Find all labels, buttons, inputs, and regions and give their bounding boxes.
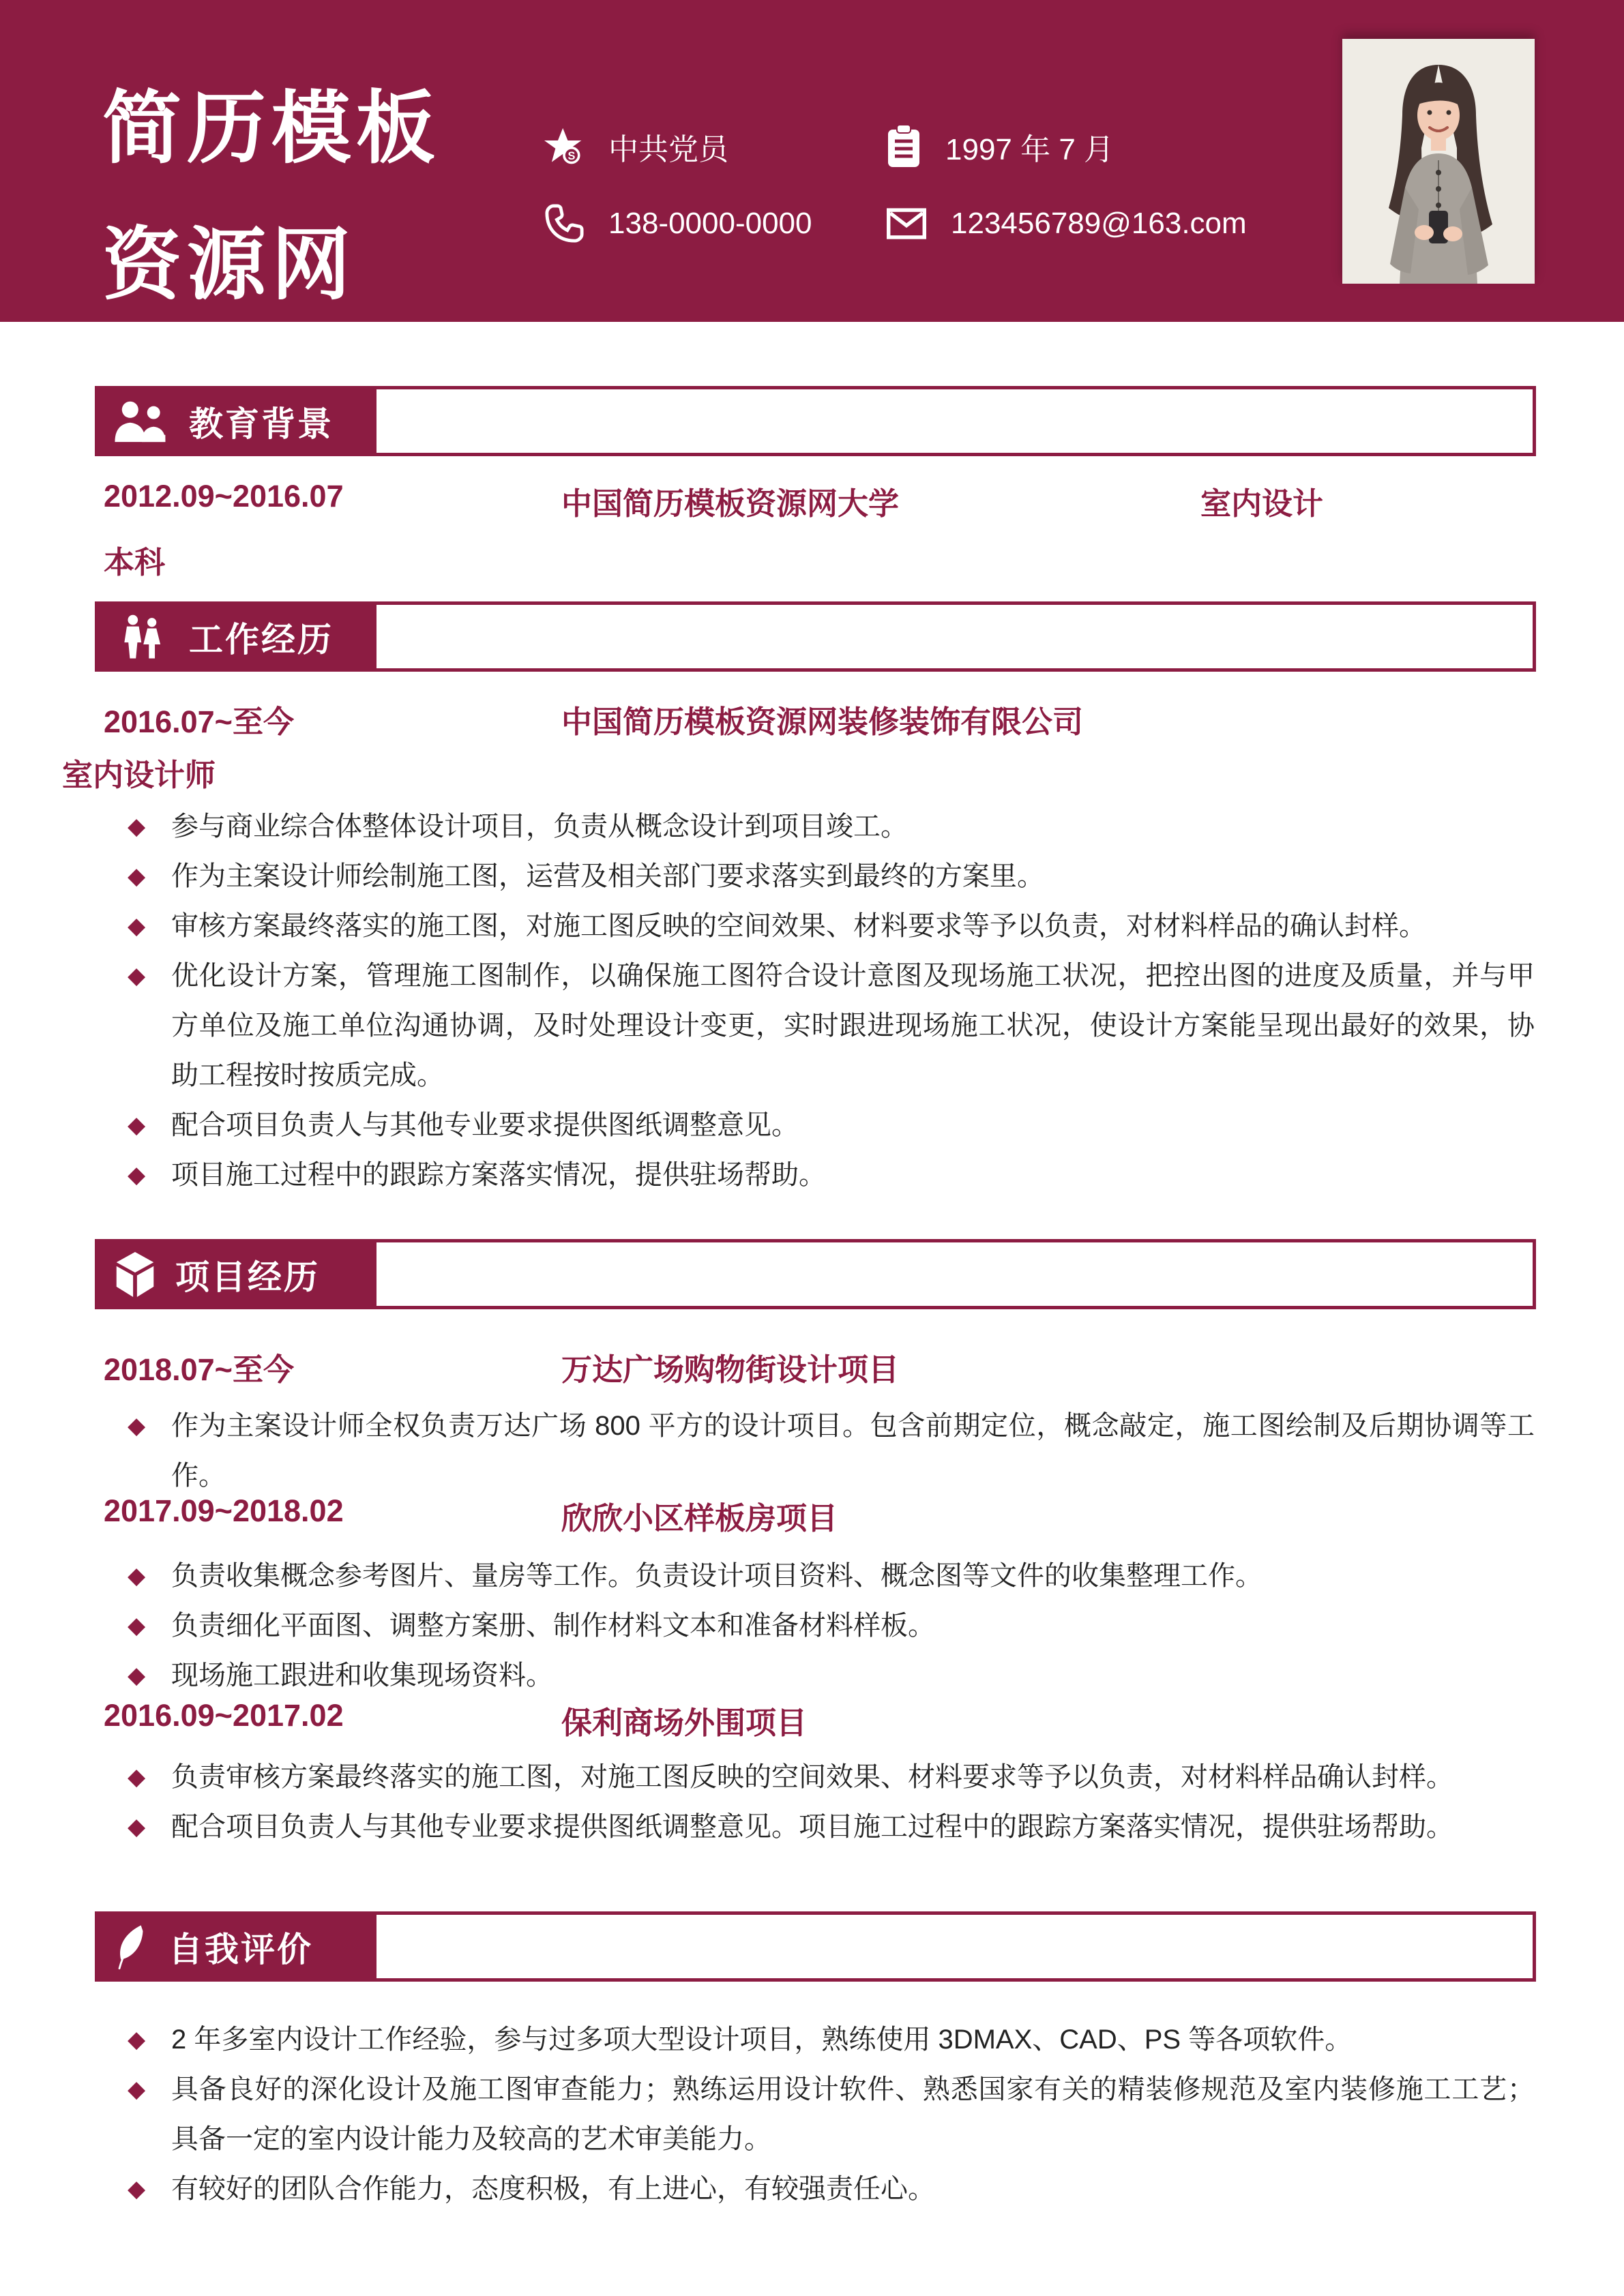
diamond-bullet-icon: ◆ <box>128 1663 146 1688</box>
contact-phone <box>544 195 812 252</box>
list-item <box>126 1802 1535 1852</box>
diamond-bullet-icon: ◆ <box>128 963 146 989</box>
project-entry-row <box>0 1345 1624 1386</box>
self-evaluation-header-bar <box>95 1911 1536 1982</box>
phone-label: 138-0000-0000 <box>608 207 812 240</box>
work-period: 2016.07~至今 <box>104 704 294 739</box>
project-period: 2017.09~2018.02 <box>104 1493 344 1528</box>
education-header-fill <box>95 386 373 456</box>
leaf-icon <box>113 1924 151 1969</box>
project-bullet-list <box>126 1753 1535 1852</box>
contact-birth <box>887 118 1114 175</box>
self-evaluation-header-fill <box>95 1911 373 1982</box>
phone-icon <box>544 201 584 246</box>
project-bullet-text: 负责审核方案最终落实的施工图，对施工图反映的空间效果、材料要求等予以负责，对材料样品确认封样。 <box>171 1762 1453 1792</box>
diamond-bullet-icon: ◆ <box>128 1814 146 1840</box>
project-name: 万达广场购物街设计项目 <box>561 1352 900 1387</box>
title-line2: 资源网 <box>102 220 356 309</box>
project-bullet-list <box>126 1401 1535 1501</box>
work-bullet-text: 作为主案设计师绘制施工图，运营及相关部门要求落实到最终的方案里。 <box>171 861 1044 891</box>
work-bullet-text: 审核方案最终落实的施工图，对施工图反映的空间效果、材料要求等予以负责，对材料样品的确认封样。 <box>171 911 1426 941</box>
education-entry-row <box>0 479 1624 520</box>
diamond-bullet-icon: ◆ <box>128 913 146 939</box>
education-title: 教育背景 <box>189 404 334 443</box>
family-icon <box>113 614 171 659</box>
work-bullet-text: 参与商业综合体整体设计项目，负责从概念设计到项目竣工。 <box>171 811 908 841</box>
work-entry-row <box>0 697 1624 738</box>
diamond-bullet-icon: ◆ <box>128 1613 146 1639</box>
contact-party <box>544 118 728 175</box>
list-item <box>126 1101 1535 1150</box>
diamond-bullet-icon: ◆ <box>128 863 146 889</box>
list-item <box>126 1601 1535 1651</box>
diamond-bullet-icon: ◆ <box>128 1563 146 1589</box>
list-item <box>126 1753 1535 1802</box>
diamond-bullet-icon: ◆ <box>128 1764 146 1790</box>
header-bar-extension <box>373 1911 1536 1982</box>
birthdate-clipboard-icon <box>887 124 921 169</box>
work-role: 室内设计师 <box>62 758 216 792</box>
diamond-bullet-icon: ◆ <box>128 1413 146 1439</box>
work-title: 工作经历 <box>189 620 334 659</box>
work-company: 中国简历模板资源网装修装饰有限公司 <box>561 704 1084 739</box>
diamond-bullet-icon: ◆ <box>128 814 146 839</box>
email-envelope-icon <box>887 207 926 241</box>
birth-label: 1997 年 7 月 <box>945 133 1114 166</box>
project-bullet-list <box>126 1551 1535 1701</box>
diamond-bullet-icon: ◆ <box>128 2076 146 2102</box>
self-evaluation-title: 自我评价 <box>168 1930 313 1969</box>
education-header-bar <box>95 386 1536 456</box>
list-item <box>126 2065 1535 2164</box>
self-evaluation-bullet-text: 2 年多室内设计工作经验，参与过多项大型设计项目，熟练使用 3DMAX、CAD、PS 等各项软件。 <box>171 2025 1353 2055</box>
project-name: 欣欣小区样板房项目 <box>561 1501 838 1536</box>
projects-header-fill <box>95 1239 373 1309</box>
project-bullet-text: 负责细化平面图、调整方案册、制作材料文本和准备材料样板。 <box>171 1611 935 1641</box>
work-bullet-text: 配合项目负责人与其他专业要求提供图纸调整意见。 <box>171 1110 799 1140</box>
diamond-bullet-icon: ◆ <box>128 1112 146 1138</box>
list-item <box>126 1551 1535 1601</box>
project-entry-row <box>0 1698 1624 1739</box>
project-bullet-text: 负责收集概念参考图片、量房等工作。负责设计项目资料、概念图等文件的收集整理工作。 <box>171 1561 1263 1591</box>
list-item <box>126 1401 1535 1501</box>
project-bullet-text: 作为主案设计师全权负责万达广场 800 平方的设计项目。包含前期定位，概念敲定，施工图绘制及后期协调等工作。 <box>171 1411 1535 1491</box>
party-label: 中共党员 <box>608 133 728 166</box>
education-period: 2012.09~2016.07 <box>104 479 344 513</box>
work-header-bar <box>95 601 1536 672</box>
diamond-bullet-icon: ◆ <box>128 2176 146 2202</box>
svg-text:S: S <box>567 150 576 163</box>
diamond-bullet-icon: ◆ <box>128 1162 146 1188</box>
profile-photo <box>1342 39 1535 284</box>
education-major: 室内设计 <box>1200 486 1324 521</box>
list-item <box>126 1150 1535 1200</box>
project-bullet-text: 现场施工跟进和收集现场资料。 <box>171 1660 553 1690</box>
education-school: 中国简历模板资源网大学 <box>561 486 900 521</box>
work-header-fill <box>95 601 373 672</box>
profile-photo-illustration <box>1342 39 1535 284</box>
work-bullet-list <box>126 802 1535 1190</box>
project-bullet-text: 配合项目负责人与其他专业要求提供图纸调整意见。项目施工过程中的跟踪方案落实情况，提供驻场帮助。 <box>171 1812 1453 1842</box>
list-item <box>126 2015 1535 2065</box>
projects-header-bar <box>95 1239 1536 1309</box>
list-item <box>126 951 1535 1101</box>
diamond-bullet-icon: ◆ <box>128 2027 146 2053</box>
self-evaluation-bullet-text: 有较好的团队合作能力，态度积极，有上进心，有较强责任心。 <box>171 2174 935 2204</box>
title-line1: 简历模板 <box>102 84 441 173</box>
list-item <box>126 1651 1535 1701</box>
self-evaluation-bullet-text: 具备良好的深化设计及施工图审查能力；熟练运用设计软件、熟悉国家有关的精装修规范及室内装修施工工艺；具备一定的室内设计能力及较高的艺术审美能力。 <box>171 2074 1535 2154</box>
project-period: 2018.07~至今 <box>104 1352 294 1387</box>
party-star-icon <box>544 124 584 169</box>
projects-title: 项目经历 <box>175 1257 320 1296</box>
contact-email <box>887 195 1247 252</box>
header-bar-extension <box>373 386 1536 456</box>
project-name: 保利商场外围项目 <box>561 1705 808 1740</box>
header-banner <box>0 0 1624 322</box>
education-degree: 本科 <box>104 545 166 580</box>
people-icon <box>113 399 171 444</box>
list-item <box>126 901 1535 951</box>
project-period: 2016.09~2017.02 <box>104 1698 344 1733</box>
list-item <box>126 2164 1535 2214</box>
package-box-icon <box>113 1252 158 1297</box>
work-bullet-text: 优化设计方案，管理施工图制作，以确保施工图符合设计意图及现场施工状况，把控出图的进度及质量，并与甲方单位及施工单位沟通协调，及时处理设计变更，实时跟进现场施工状况，使设计方案能呈现出最好的效果，协助工程按时按质完成。 <box>171 961 1535 1090</box>
list-item <box>126 852 1535 901</box>
project-entry-row <box>0 1493 1624 1534</box>
email-label: 123456789@163.com <box>951 207 1247 240</box>
header-bar-extension <box>373 1239 1536 1309</box>
list-item <box>126 802 1535 852</box>
work-bullet-text: 项目施工过程中的跟踪方案落实情况，提供驻场帮助。 <box>171 1160 826 1190</box>
self-evaluation-bullet-list <box>126 2015 1535 2214</box>
header-bar-extension <box>373 601 1536 672</box>
